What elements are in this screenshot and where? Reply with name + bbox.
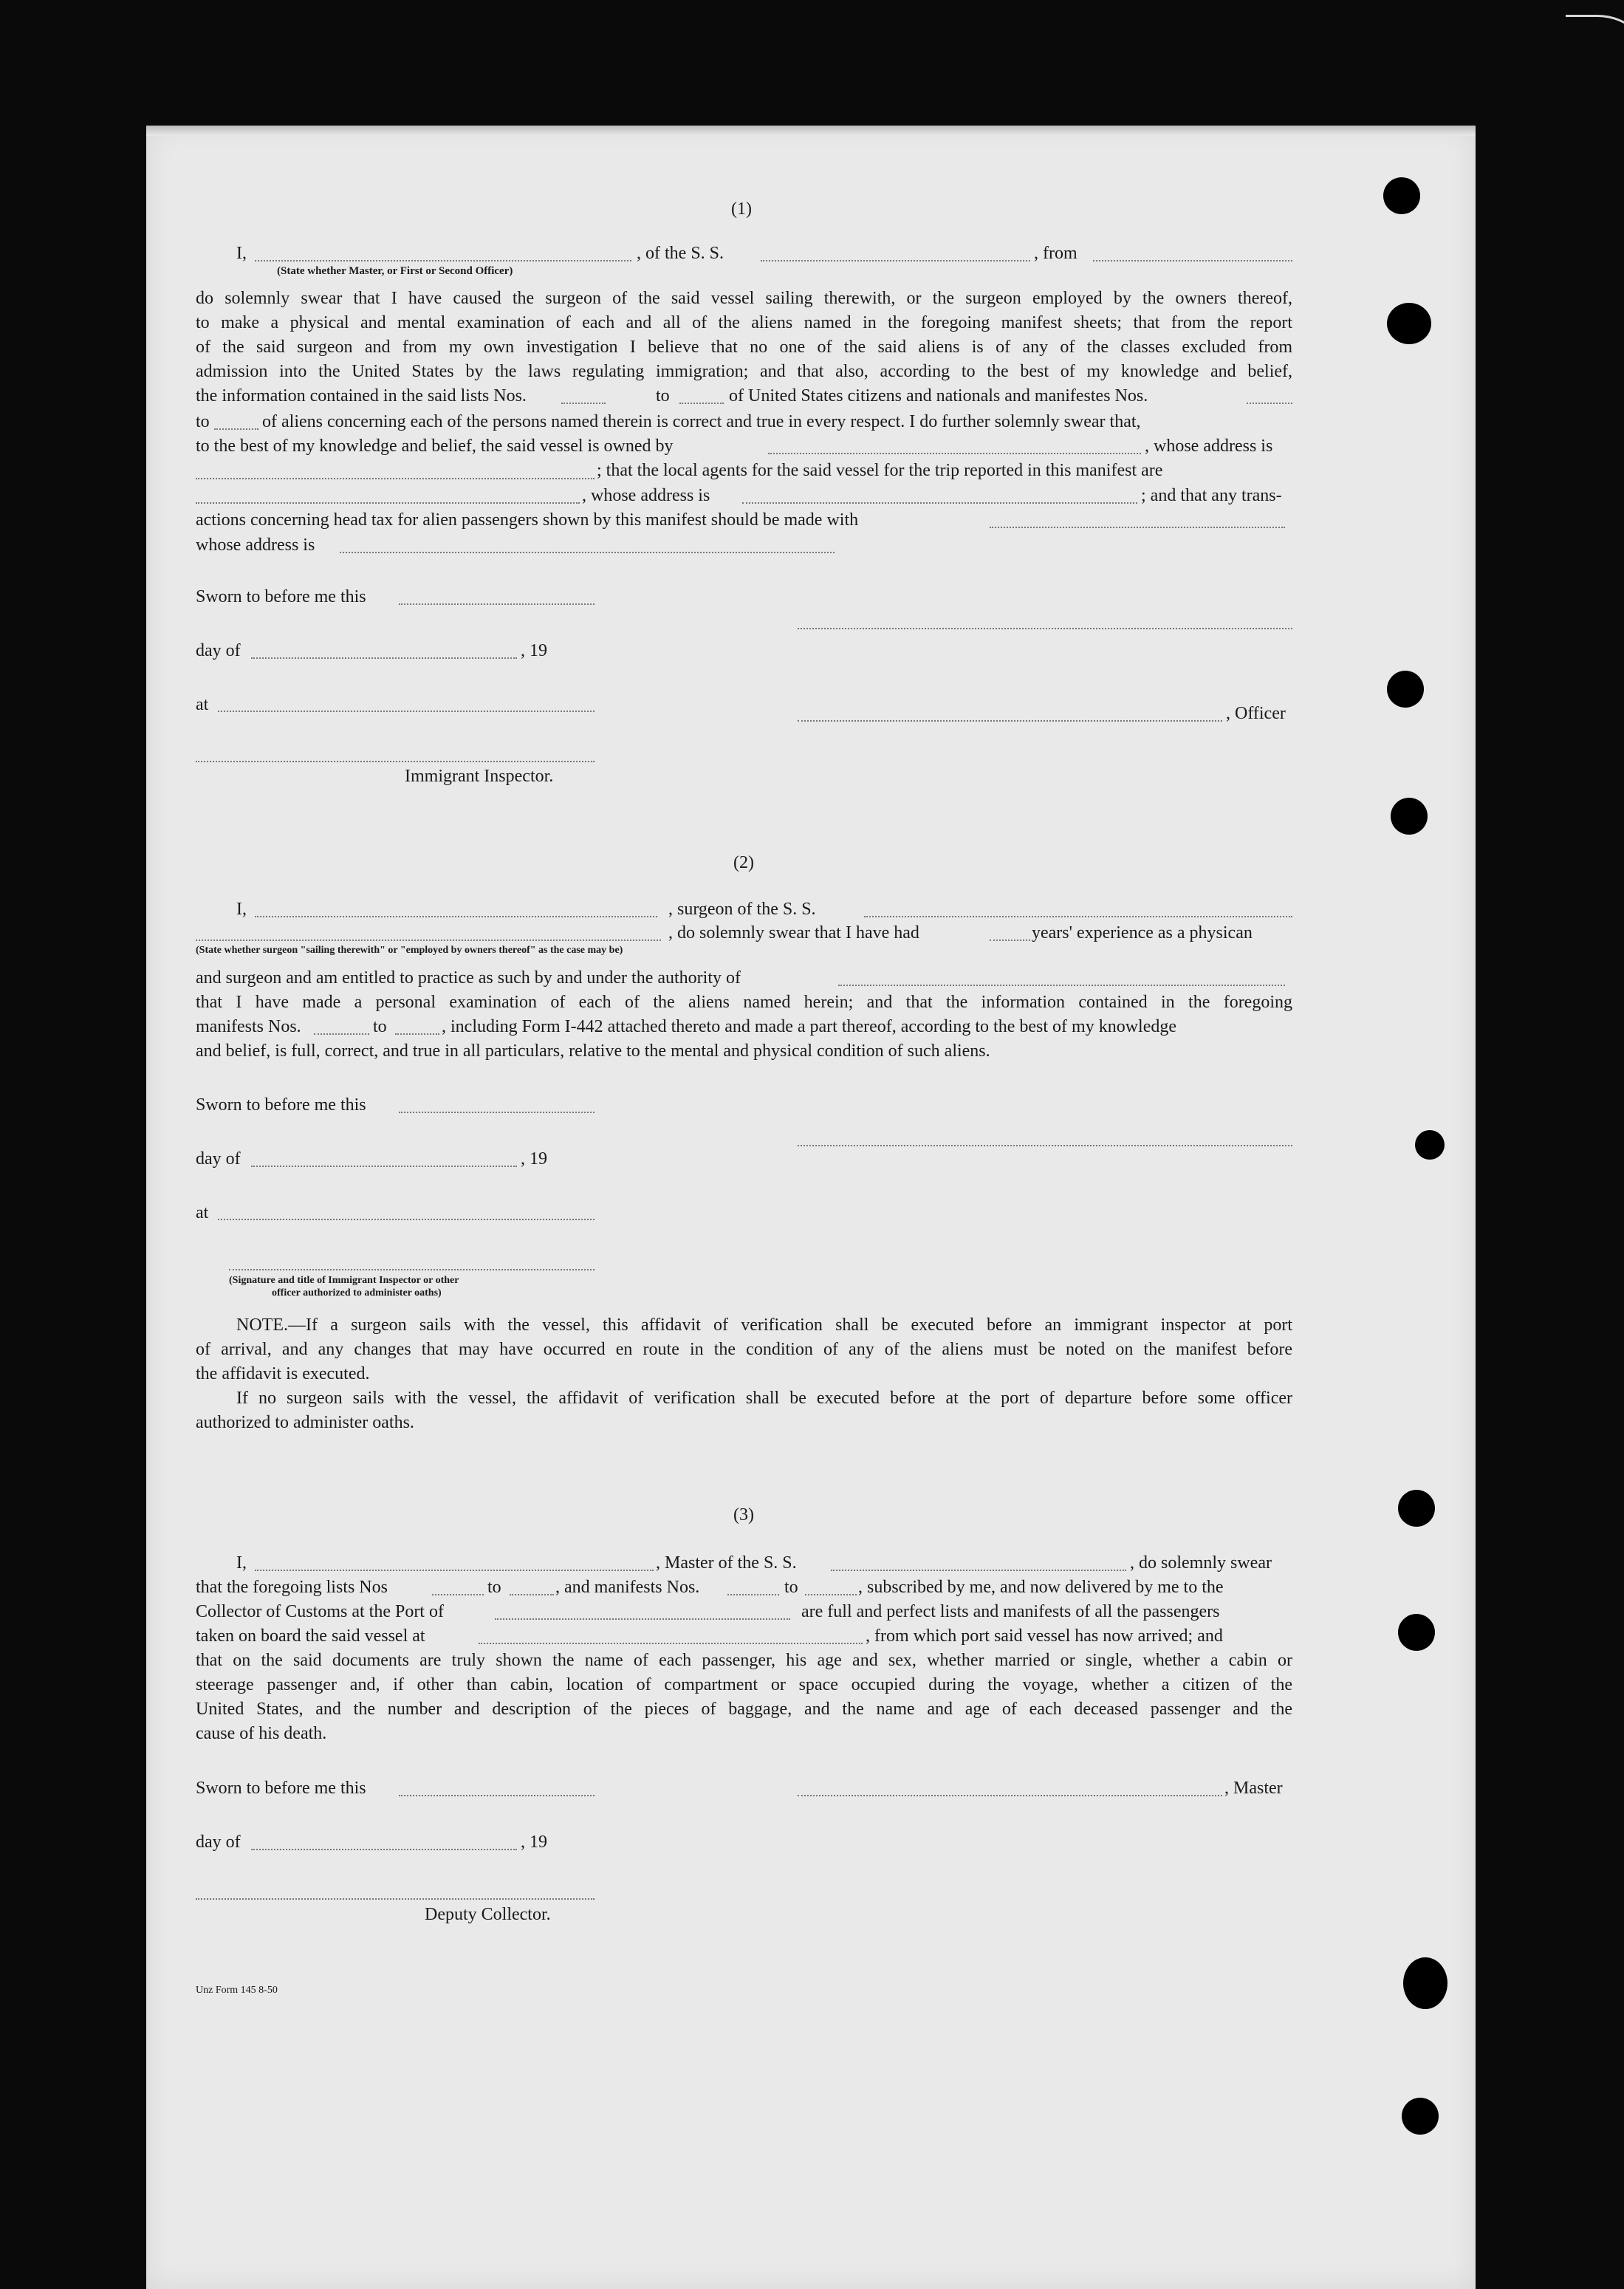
s3-line4-a: taken on board the said vessel at	[196, 1626, 425, 1646]
s1-officer-name-blank	[255, 260, 631, 261]
s2-line5-a: manifests Nos.	[196, 1017, 301, 1036]
s1-agents-blank	[196, 502, 580, 504]
s1-year: , 19	[521, 641, 547, 660]
s3-line2-a: that the foregoing lists Nos	[196, 1578, 388, 1597]
s1-manifests-blank	[1247, 403, 1292, 404]
note-line: If no surgeon sails with the vessel, the affidavit of verification shall be executed before at the port of departure before some officer	[236, 1389, 1292, 1408]
s3-body	[196, 1649, 1292, 1746]
s2-signature-blank	[798, 1145, 1292, 1146]
s1-agents2-a: , whose address is	[582, 486, 710, 505]
s3-line1-mid: , Master of the S. S.	[656, 1553, 797, 1573]
punch-hole	[1398, 1614, 1435, 1651]
s2-caption: (State whether surgeon "sailing therewith" or "employed by owners thereof" as the case may be)	[196, 945, 623, 956]
s3-body-line: that on the said documents are truly shown the name of each passenger, his age and sex, whether married or single, whether a cabin or	[196, 1651, 1292, 1670]
s3-master: , Master	[1224, 1779, 1283, 1798]
s3-lists-to-blank	[510, 1594, 554, 1595]
s1-officer: , Officer	[1226, 704, 1286, 723]
s3-line2-c: , and manifests Nos.	[555, 1578, 700, 1597]
note-line: NOTE.—If a surgeon sails with the vessel, this affidavit of verification shall be executed before an immigrant inspector at port	[236, 1315, 1292, 1335]
s2-sig-caption-2: officer authorized to administer oaths)	[272, 1287, 442, 1299]
s1-vessel-blank	[761, 260, 1030, 261]
s3-body-line: United States, and the number and description of the pieces of baggage, and the name and age of each deceased passenger and the	[196, 1700, 1292, 1719]
s3-day-of: day of	[196, 1833, 241, 1852]
section-1-number: (1)	[731, 199, 752, 219]
s2-sig-caption-1: (Signature and title of Immigrant Inspector or other	[229, 1275, 459, 1286]
s2-years-blank	[990, 940, 1030, 941]
s2-line3: and surgeon and am entitled to practice as such by and under the authority of	[196, 968, 741, 988]
punch-hole	[1415, 1130, 1445, 1160]
note-line: authorized to administer oaths.	[196, 1413, 414, 1432]
s3-line3-a: Collector of Customs at the Port of	[196, 1602, 444, 1621]
s1-at-blank	[218, 711, 595, 712]
s2-line2-b: years' experience as a physican	[1032, 923, 1253, 942]
s1-inspector: Immigrant Inspector.	[405, 767, 554, 786]
punch-hole	[1387, 303, 1431, 344]
note-line: of arrival, and any changes that may have occurred en route in the condition of any of the aliens must be noted on the manifest before	[196, 1340, 1292, 1359]
punch-hole	[1387, 671, 1424, 708]
s2-at-blank	[218, 1219, 595, 1220]
s3-lists-from-blank	[432, 1594, 484, 1595]
s2-surgeon-type-blank	[196, 940, 661, 941]
s1-line1-start: I,	[236, 244, 247, 263]
punch-hole	[1402, 2098, 1439, 2135]
s1-nos-a: the information contained in the said lists Nos.	[196, 386, 527, 406]
note-line: the affidavit is executed.	[196, 1364, 370, 1383]
s3-collector: Deputy Collector.	[425, 1905, 551, 1924]
punch-hole	[1391, 798, 1428, 835]
s1-line1-end: , from	[1034, 244, 1077, 263]
s2-line6: and belief, is full, correct, and true in all particulars, relative to the mental and physical condition of such aliens.	[196, 1041, 990, 1061]
s1-from-blank	[1093, 260, 1292, 261]
s1-body-line: to make a physical and mental examination of each and all of the aliens named in the foregoing manifest sheets; that from the report	[196, 313, 1292, 332]
s3-vessel-blank	[831, 1570, 1126, 1571]
s1-owner-address-blank	[196, 478, 595, 479]
s1-caption: (State whether Master, or First or Second Officer)	[277, 265, 513, 277]
s1-lists-to-blank	[679, 403, 724, 404]
s1-agents: ; that the local agents for the said vessel for the trip reported in this manifest are	[597, 461, 1163, 480]
form-number-footer: Unz Form 145 8-50	[196, 1985, 278, 1996]
section-2-number: (2)	[733, 853, 754, 872]
s3-master-signature-blank	[798, 1795, 1222, 1796]
punch-hole	[1403, 1957, 1447, 2009]
s3-line3-b: are full and perfect lists and manifests of all the passengers	[801, 1602, 1220, 1621]
s3-line2-b: to	[487, 1578, 501, 1597]
s2-manifests-to-blank	[395, 1033, 439, 1035]
s1-whose: whose address is	[196, 536, 315, 555]
s1-day-blank	[251, 657, 517, 659]
s3-sworn-blank	[399, 1795, 595, 1796]
s2-day-blank	[251, 1166, 517, 1167]
s2-line5-b: to	[373, 1017, 387, 1036]
s3-port-blank	[495, 1618, 790, 1620]
s1-at: at	[196, 695, 209, 714]
s1-owner-blank	[768, 453, 1141, 454]
s3-board-port-blank	[479, 1643, 863, 1644]
s3-body-line: cause of his death.	[196, 1724, 327, 1743]
s1-day-of: day of	[196, 641, 241, 660]
s3-master-name-blank	[255, 1570, 654, 1571]
s1-body-line: of the said surgeon and from my own investigation I believe that no one of the said aliens is of any of the classes excluded from	[196, 338, 1292, 357]
punch-hole	[1398, 1490, 1435, 1527]
s2-sworn: Sworn to before me this	[196, 1095, 366, 1115]
s2-at: at	[196, 1203, 209, 1222]
s2-line1-start: I,	[236, 900, 247, 919]
s2-vessel-blank	[864, 916, 1292, 917]
section-3-number: (3)	[733, 1505, 754, 1525]
s2-inspector-signature-blank	[229, 1269, 595, 1270]
s3-line2-d: to	[784, 1578, 798, 1597]
s2-line4: that I have made a personal examination of each of the aliens named herein; and that the information contained in the foregoing	[196, 993, 1292, 1012]
s1-owned-end: , whose address is	[1145, 437, 1273, 456]
s1-to-rest: of aliens concerning each of the persons named therein is correct and true in every respect. I do further solemnly swear that,	[262, 412, 1141, 431]
s2-year: , 19	[521, 1149, 547, 1169]
s3-line1-end: , do solemnly swear	[1130, 1553, 1272, 1573]
s1-sworn: Sworn to before me this	[196, 587, 366, 606]
s2-note	[196, 1313, 1292, 1435]
s2-line5-c: , including Form I-442 attached thereto and made a part thereof, according to the best of my knowledge	[442, 1017, 1177, 1036]
s3-line1-start: I,	[236, 1553, 247, 1573]
s1-trans: actions concerning head tax for alien passengers shown by this manifest should be made with	[196, 510, 859, 530]
s3-sworn: Sworn to before me this	[196, 1779, 366, 1798]
s3-line2-e: , subscribed by me, and now delivered by me to the	[858, 1578, 1224, 1597]
s1-signature-blank	[798, 628, 1292, 629]
s1-body-line: admission into the United States by the laws regulating immigration; and that also, according to the best of my knowledge and belief,	[196, 362, 1292, 381]
s3-day-blank	[251, 1849, 517, 1850]
s3-collector-blank	[196, 1898, 595, 1900]
s1-head-tax-blank	[990, 527, 1285, 528]
s2-sworn-blank	[399, 1112, 595, 1113]
page-curl	[1566, 15, 1624, 106]
s3-body-line: steerage passenger and, if other than cabin, location of compartment or space occupied during the voyage, whether a citizen of the	[196, 1675, 1292, 1694]
s1-officer-blank	[798, 720, 1222, 722]
s1-to: to	[196, 412, 210, 431]
s1-owned: to the best of my knowledge and belief, the said vessel is owned by	[196, 437, 674, 456]
s1-agents2-b: ; and that any trans-	[1141, 486, 1282, 505]
s2-line2-a: , do solemnly swear that I have had	[668, 923, 919, 942]
s1-nos-c: of United States citizens and nationals and manifestes Nos.	[729, 386, 1148, 406]
s1-lists-from-blank	[561, 403, 606, 404]
s1-inspector-blank	[196, 761, 595, 762]
s1-sworn-blank	[399, 603, 595, 605]
s1-line1-mid: , of the S. S.	[637, 244, 724, 263]
s1-manifests-to-blank	[214, 428, 258, 430]
punch-hole	[1383, 177, 1420, 214]
s2-line1-mid: , surgeon of the S. S.	[668, 900, 816, 919]
s1-body	[196, 287, 1292, 384]
s3-manifests-to-blank	[805, 1594, 857, 1595]
s3-year: , 19	[521, 1833, 547, 1852]
page-top-edge	[146, 126, 1476, 136]
s1-nos-b: to	[656, 386, 670, 406]
s2-manifests-from-blank	[314, 1033, 369, 1035]
s1-agents-address-blank	[742, 502, 1137, 504]
s1-body-line: do solemnly swear that I have caused the surgeon of the said vessel sailing therewith, or the surgeon employed by the owners thereof,	[196, 289, 1292, 308]
s3-line4-b: , from which port said vessel has now arrived; and	[866, 1626, 1223, 1646]
s2-surgeon-name-blank	[255, 916, 657, 917]
s2-day-of: day of	[196, 1149, 241, 1169]
s1-head-tax-address-blank	[340, 552, 835, 553]
s3-manifests-from-blank	[727, 1594, 779, 1595]
s2-authority-blank	[838, 985, 1285, 986]
